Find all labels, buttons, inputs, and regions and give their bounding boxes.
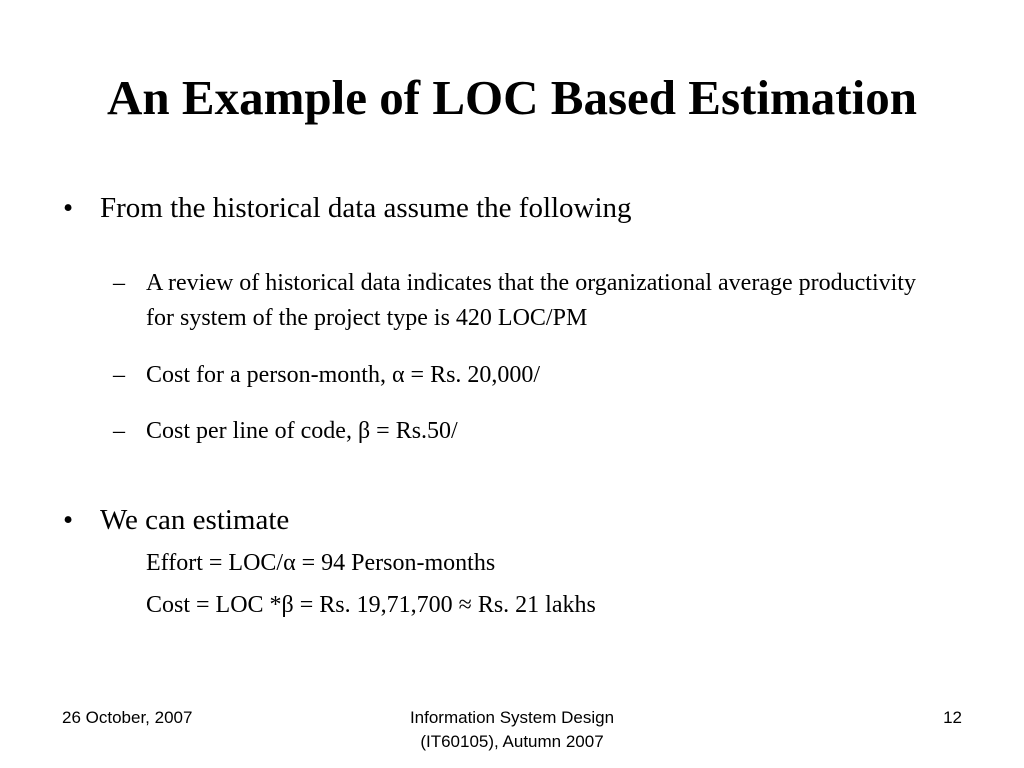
subitem-text: A review of historical data indicates that the organizational average productivity for system of the project type is 420 LOC/PM xyxy=(146,270,916,331)
bullet-marker: • xyxy=(63,504,74,536)
subitem-marker: – xyxy=(113,418,125,444)
footer-date: 26 October, 2007 xyxy=(62,708,193,727)
cost-formula: Cost = LOC *β = Rs. 19,71,700 ≈ Rs. 21 lakhs xyxy=(146,592,596,618)
footer-course-line2: (IT60105), Autumn 2007 xyxy=(420,732,604,751)
footer-course-line1: Information System Design xyxy=(409,708,615,727)
bullet-text: From the historical data assume the following xyxy=(100,192,632,224)
bullet-text: We can estimate xyxy=(100,504,290,536)
subitem-marker: – xyxy=(113,362,125,388)
subitem-marker: – xyxy=(113,270,125,296)
footer-page-number: 12 xyxy=(943,708,962,727)
subitem-text: Cost for a person-month, α = Rs. 20,000/ xyxy=(146,362,541,388)
effort-formula: Effort = LOC/α = 94 Person-months xyxy=(146,550,496,576)
slide-title: An Example of LOC Based Estimation xyxy=(107,70,917,125)
bullet-marker: • xyxy=(63,192,74,224)
footer-course xyxy=(362,706,662,754)
subitem-text: Cost per line of code, β = Rs.50/ xyxy=(146,418,458,444)
